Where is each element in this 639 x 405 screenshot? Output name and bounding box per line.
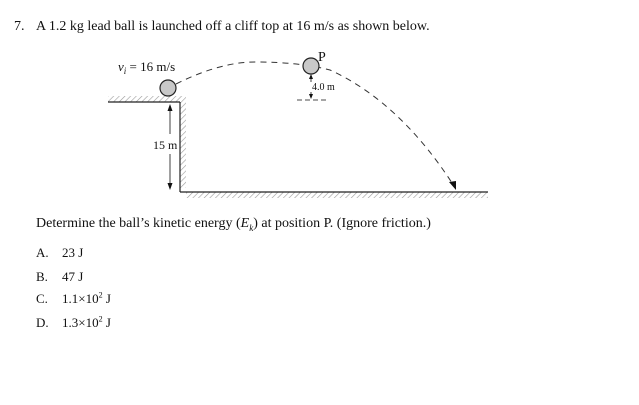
- prompt-text-before: Determine the ball’s kinetic energy (: [36, 216, 241, 231]
- choice-exponent: 2: [98, 314, 103, 324]
- choice-letter: C.: [36, 291, 48, 306]
- cliff-face-hatch: [180, 102, 186, 188]
- height-small-arrowhead-up: [309, 74, 313, 79]
- choice-exponent: 2: [98, 290, 103, 300]
- choice-value: 47 J: [62, 269, 84, 284]
- choice-mantissa: 1.3×10: [62, 315, 99, 330]
- height-cliff-arrowhead-down: [168, 183, 173, 190]
- choice-c[interactable]: [36, 291, 111, 307]
- choice-b[interactable]: [36, 269, 83, 285]
- choice-unit: J: [102, 291, 111, 306]
- velocity-label: $v_i = 16$ m/s: [118, 59, 176, 76]
- question-prompt: [36, 216, 431, 233]
- ground-hatch: [186, 192, 488, 198]
- ek-symbol: E: [240, 216, 250, 231]
- choice-letter: D.: [36, 315, 49, 330]
- trajectory-path: [176, 62, 454, 186]
- height-small-arrowhead-down: [309, 94, 313, 99]
- choice-unit: J: [102, 315, 111, 330]
- ball-start: [160, 80, 176, 96]
- prompt-text-after: ) at position P. (Ignore friction.): [253, 216, 431, 231]
- choice-a[interactable]: [36, 245, 83, 261]
- choice-letter: A.: [36, 245, 49, 260]
- height-small-label: 4.0 m: [312, 82, 335, 93]
- ball-position-p: [303, 58, 319, 74]
- question-stem: A 1.2 kg lead ball is launched off a cliff top at 16 m/s as shown below.: [36, 19, 430, 34]
- ek-subscript: k: [249, 222, 254, 233]
- question-number: 7.: [14, 19, 25, 34]
- height-cliff-arrowhead-up: [168, 104, 173, 111]
- cliff-top-hatch: [108, 96, 186, 102]
- trajectory-arrowhead: [449, 181, 456, 190]
- choice-mantissa: 1.1×10: [62, 291, 99, 306]
- choice-value: 23 J: [62, 245, 84, 260]
- choice-letter: B.: [36, 269, 48, 284]
- point-p-label: P: [318, 50, 326, 65]
- choice-d[interactable]: [36, 315, 111, 331]
- height-cliff-label: 15 m: [153, 138, 178, 152]
